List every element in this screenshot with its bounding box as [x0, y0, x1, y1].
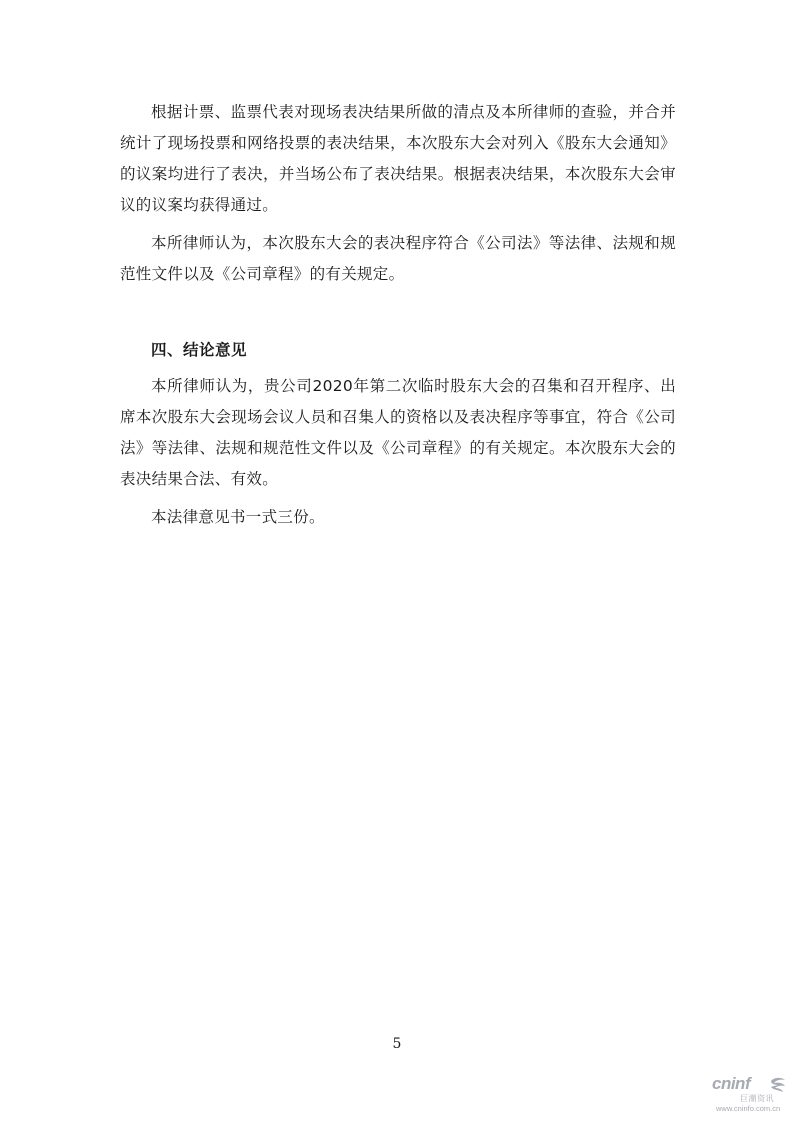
logo-swirl-icon [768, 1076, 788, 1094]
paragraph-vote-count: 根据计票、监票代表对现场表决结果所做的清点及本所律师的查验，并合并统计了现场投票和网络投票的表决结果，本次股东大会对列入《股东大会通知》的议案均进行了表决，并当场公布了表决结果。根据表决结果，本次股东大会审议的议案均获得通过。 [120, 103, 676, 214]
cninfo-logo [712, 1074, 792, 1114]
logo-brand-text: cninf [712, 1074, 751, 1093]
paragraph-copies: 本法律意见书一式三份。 [151, 508, 325, 526]
logo-chinese-text: 巨潮资讯 [740, 1094, 774, 1103]
paragraph-conclusion: 本所律师认为，贵公司2020年第二次临时股东大会的召集和召开程序、出席本次股东大会现场会议人员和召集人的资格以及表决程序等事宜，符合《公司法》等法律、法规和规范性文件以及《公司章程》的有关规定。本次股东大会的表决结果合法、有效。 [120, 377, 676, 488]
paragraph-voting-procedure: 本所律师认为，本次股东大会的表决程序符合《公司法》等法律、法规和规范性文件以及《公司章程》的有关规定。 [120, 234, 676, 283]
section-heading: 四、结论意见 [151, 341, 248, 359]
page-number: 5 [392, 1036, 402, 1052]
logo-url: www.cninfo.com.cn [716, 1104, 781, 1113]
